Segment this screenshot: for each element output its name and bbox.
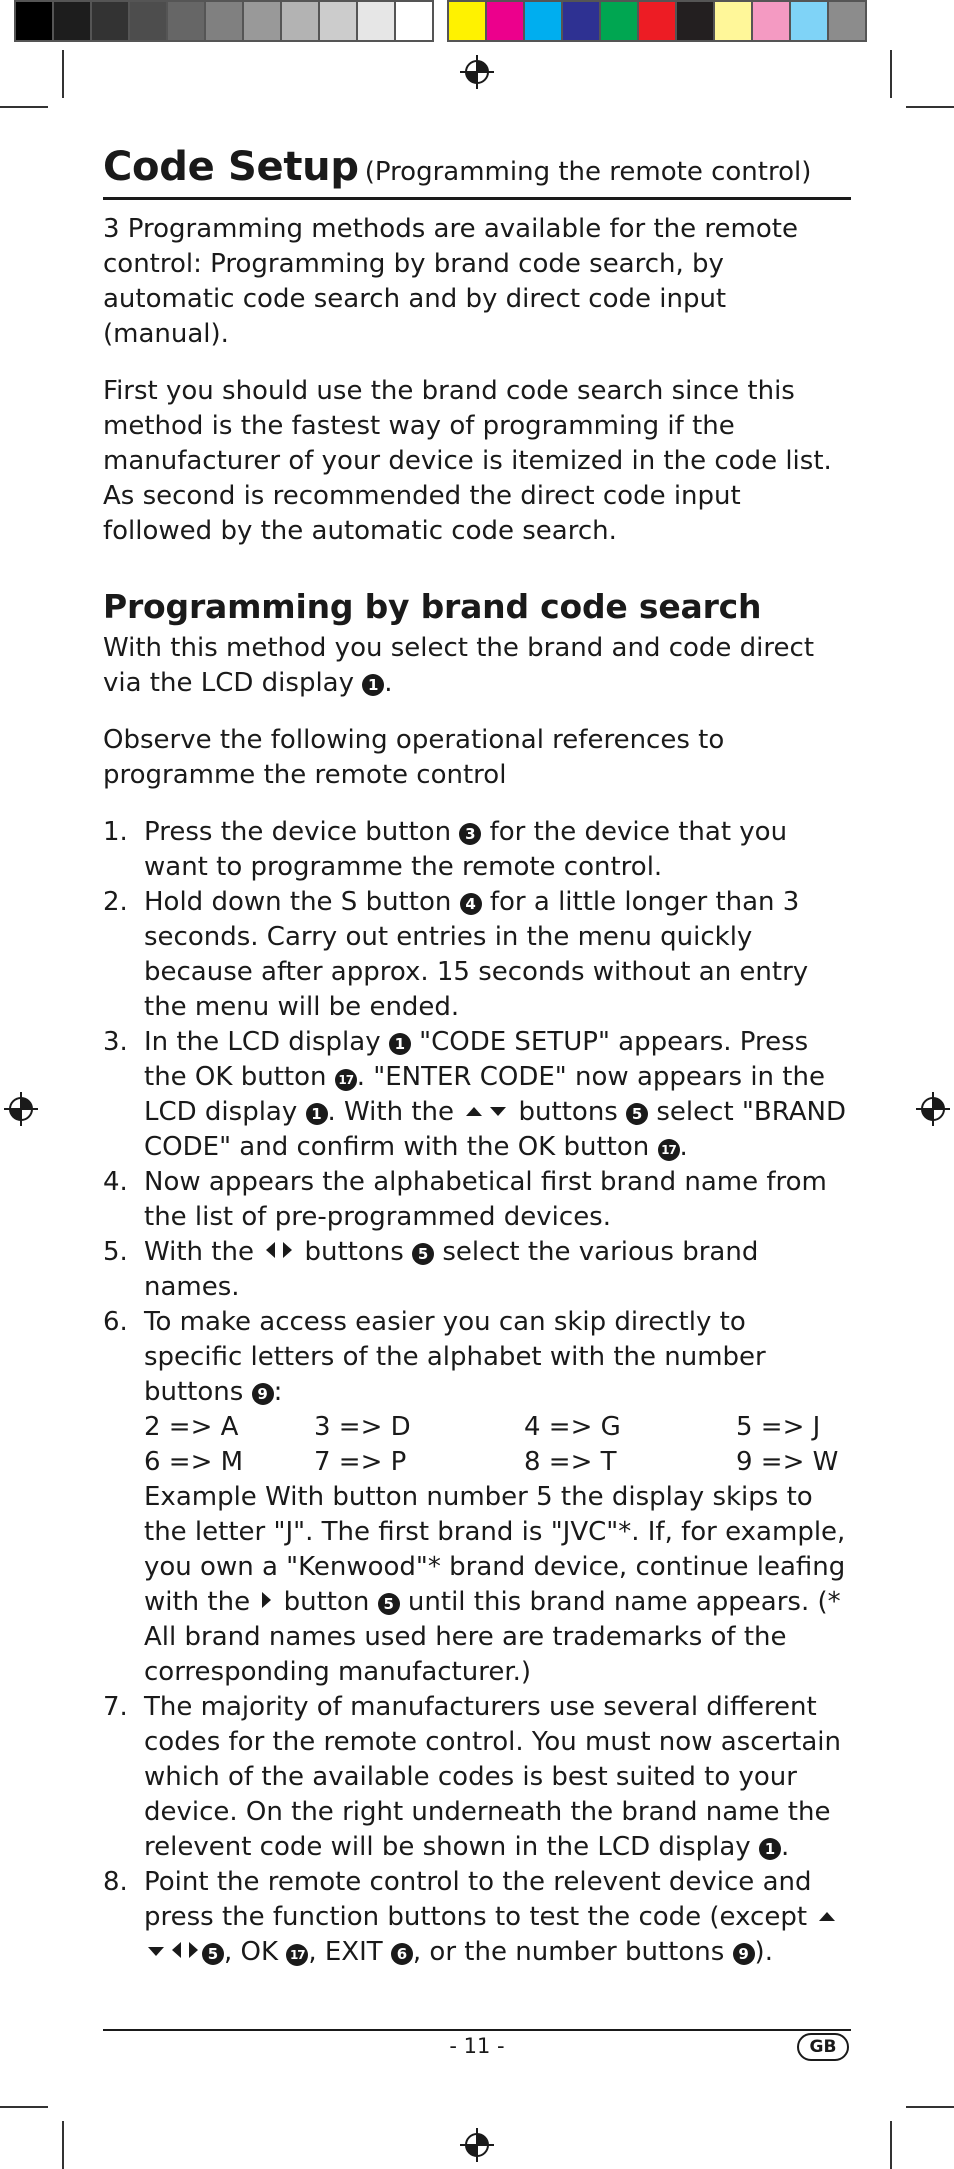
- arrow-up-icon: [819, 1912, 835, 1921]
- color-swatch: [675, 0, 715, 42]
- intro-paragraph-1: 3 Programming methods are available for the remote control: Programming by brand code search, by automatic code search and by direct code input (manual).: [103, 214, 798, 349]
- letter-map-cell: 6 => M: [144, 1447, 244, 1477]
- crop-mark: [0, 106, 48, 108]
- ref-6-icon: 6: [391, 1943, 413, 1965]
- arrow-left-icon: [172, 1942, 181, 1958]
- letter-map-cell: 5 => J: [736, 1412, 821, 1442]
- list-item: 3. In the LCD display 1 "CODE SETUP" appears. Press the OK button 17 . "ENTER CODE" now appears in the LCD display 1 . With the buttons 5 select "BRAND CODE" and confirm with the OK button 17 .: [103, 1027, 846, 1162]
- ref-17-icon: 17: [658, 1139, 680, 1161]
- arrow-right-icon: [189, 1942, 198, 1958]
- gray-swatch: [204, 0, 244, 42]
- arrow-left-icon: [266, 1242, 275, 1258]
- letter-map-cell: 4 => G: [524, 1412, 621, 1442]
- gray-swatch: [280, 0, 320, 42]
- ref-9-icon: 9: [252, 1383, 274, 1405]
- ref-3-icon: 3: [459, 823, 481, 845]
- step-number: 4.: [103, 1167, 128, 1197]
- ref-1-icon: 1: [306, 1103, 328, 1125]
- registration-mark-icon: [916, 1092, 950, 1126]
- color-swatch: [523, 0, 563, 42]
- arrow-down-icon: [490, 1107, 506, 1116]
- crop-mark: [62, 50, 64, 98]
- arrow-right-icon: [262, 1592, 271, 1608]
- gray-swatch: [356, 0, 396, 42]
- list-item: 4. Now appears the alphabetical first brand name from the list of pre-programmed devices.: [103, 1167, 827, 1232]
- ref-1-icon: 1: [362, 674, 384, 696]
- color-swatch: [485, 0, 525, 42]
- registration-mark-icon: [460, 55, 494, 89]
- arrow-up-icon: [466, 1107, 482, 1116]
- page-number: - 11 -: [449, 2034, 505, 2058]
- color-swatch: [447, 0, 487, 42]
- list-item: 1. Press the device button 3 for the device that you want to programme the remote control.: [103, 817, 788, 882]
- footer-rule: [103, 2029, 851, 2031]
- title-subtitle: (Programming the remote control): [364, 157, 812, 187]
- crop-mark: [906, 2106, 954, 2108]
- crop-mark: [906, 106, 954, 108]
- gray-swatch: [242, 0, 282, 42]
- step-number: 2.: [103, 887, 128, 917]
- letter-map-cell: 3 => D: [314, 1412, 411, 1442]
- color-swatch: [637, 0, 677, 42]
- step-number: 3.: [103, 1027, 128, 1057]
- color-swatch: [713, 0, 753, 42]
- gray-swatch: [14, 0, 54, 42]
- title-underline: [103, 197, 851, 200]
- color-swatch: [751, 0, 791, 42]
- crop-mark: [890, 2121, 892, 2169]
- swatch-gap: [432, 0, 447, 46]
- gray-swatch: [394, 0, 434, 42]
- gray-swatch: [128, 0, 168, 42]
- section-paragraph-1: With this method you select the brand and code direct via the LCD display 1 .: [103, 633, 815, 698]
- letter-map-cell: 7 => P: [314, 1447, 407, 1477]
- ref-4-icon: 4: [460, 893, 482, 915]
- crop-mark: [890, 50, 892, 98]
- title-main: Code Setup: [103, 144, 359, 190]
- steps-list: [103, 815, 851, 1970]
- ref-5-icon: 5: [412, 1243, 434, 1265]
- arrow-right-icon: [283, 1242, 292, 1258]
- gray-swatch: [52, 0, 92, 42]
- page-content: [103, 145, 851, 1970]
- letter-map-grid: [144, 1410, 851, 1480]
- ref-1-icon: 1: [389, 1033, 411, 1055]
- list-item: 2. Hold down the S button 4 for a little longer than 3 seconds. Carry out entries in the menu quickly because after approx. 15 seconds without an entry the menu will be ended.: [103, 887, 809, 1022]
- arrow-down-icon: [148, 1947, 164, 1956]
- section-paragraph-2: Observe the following operational references to programme the remote control: [103, 725, 725, 790]
- letter-map-cell: 8 => T: [524, 1447, 617, 1477]
- step-number: 6.: [103, 1307, 128, 1337]
- printer-color-bar: [14, 0, 865, 46]
- color-swatch: [827, 0, 867, 42]
- list-item: 7. The majority of manufacturers use several different codes for the remote control. You must now ascertain which of the available codes is best suited to your device. On the right underneath the brand name the relevent code will be shown in the LCD display 1 .: [103, 1692, 842, 1862]
- step-number: 5.: [103, 1237, 128, 1267]
- step-number: 8.: [103, 1867, 128, 1897]
- page-title: [103, 145, 851, 197]
- registration-mark-icon: [4, 1092, 38, 1126]
- ref-5-icon: 5: [378, 1593, 400, 1615]
- ref-1-icon: 1: [759, 1838, 781, 1860]
- gray-swatch: [90, 0, 130, 42]
- ref-5-icon: 5: [626, 1103, 648, 1125]
- list-item: 8. Point the remote control to the relevent device and press the function buttons to test the code (except 5 , OK 17 , EXIT 6 , or the number buttons 9 ).: [103, 1865, 851, 1970]
- ref-5-icon: 5: [202, 1943, 224, 1965]
- ref-17-icon: 17: [335, 1069, 357, 1091]
- step-number: 7.: [103, 1692, 128, 1722]
- gray-swatch: [318, 0, 358, 42]
- letter-map-cell: 2 => A: [144, 1412, 239, 1442]
- crop-mark: [0, 2106, 48, 2108]
- color-swatch: [789, 0, 829, 42]
- language-badge: GB: [797, 2033, 849, 2061]
- registration-mark-icon: [460, 2128, 494, 2162]
- list-item: 5. With the buttons 5 select the various brand names.: [103, 1237, 759, 1302]
- gray-swatch: [166, 0, 206, 42]
- color-swatch: [561, 0, 601, 42]
- intro-paragraph-2: First you should use the brand code search since this method is the fastest way of programming if the manufacturer of your device is itemized in the code list. As second is recommended the direct code input followed by the automatic code search.: [103, 376, 832, 546]
- ref-17-icon: 17: [286, 1944, 308, 1966]
- list-item: 6. To make access easier you can skip directly to specific letters of the alphabet with the number buttons 9 : 2 => A 3 => D 4 => G 5 => J 6 => M 7 => P 8 => T 9 => W Example With button number 5 the display skips to the letter "J". The first brand is "JVC"*. If, for example, you own a "Kenwood"* brand device, continue leafing with the button 5 until this brand name appears. (* All brand names used here are trademarks of the corresponding manufacturer.): [103, 1305, 851, 1690]
- step-number: 1.: [103, 817, 128, 847]
- section-heading: Programming by brand code search: [103, 587, 762, 626]
- ref-9-icon: 9: [733, 1943, 755, 1965]
- crop-mark: [62, 2121, 64, 2169]
- color-swatch: [599, 0, 639, 42]
- letter-map-cell: 9 => W: [736, 1447, 839, 1477]
